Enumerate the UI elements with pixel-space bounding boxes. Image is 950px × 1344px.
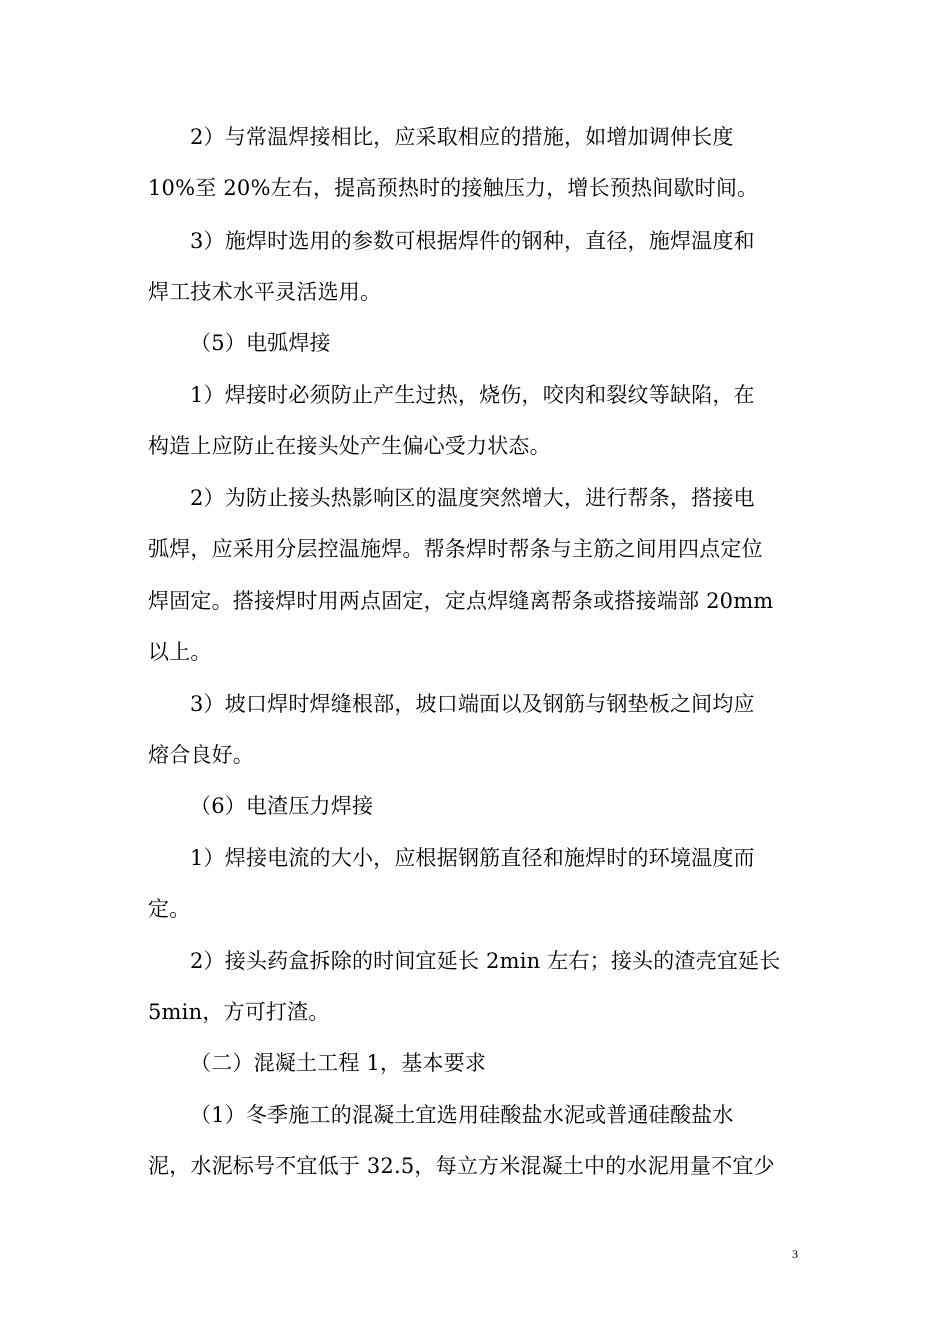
text-line-7: 构造上应防止在接头处产生偏心受力状态。 (148, 434, 551, 458)
text-line-20: （1）冬季施工的混凝土宜选用硅酸盐水泥或普通硅酸盐水 (190, 1103, 734, 1127)
text-line-1: 2）与常温焊接相比，应采取相应的措施，如增加调伸长度 (190, 125, 734, 149)
section-heading-electroslag: （6）电渣压力焊接 (190, 794, 374, 818)
text-line-9: 弧焊，应采用分层控温施焊。帮条焊时帮条与主筋之间用四点定位 (148, 537, 763, 561)
page-number: 3 (792, 1247, 798, 1261)
text-line-16: 定。 (148, 897, 191, 921)
text-line-2: 10%至 20%左右，提高预热时的接触压力，增长预热间歇时间。 (148, 176, 759, 200)
text-line-10: 焊固定。搭接焊时用两点固定，定点焊缝离帮条或搭接端部 20mm (148, 589, 774, 613)
text-line-11: 以上。 (148, 640, 212, 664)
text-line-3: 3）施焊时选用的参数可根据焊件的钢种，直径，施焊温度和 (190, 229, 755, 253)
text-line-6: 1）焊接时必须防止产生过热，烧伤，咬肉和裂纹等缺陷，在 (190, 383, 755, 407)
text-line-17: 2）接头药盒拆除的时间宜延长 2min 左右；接头的渣壳宜延长 (190, 949, 781, 973)
text-line-21: 泥，水泥标号不宜低于 32.5，每立方米混凝土中的水泥用量不宜少 (148, 1154, 775, 1178)
text-line-4: 焊工技术水平灵活选用。 (148, 280, 382, 304)
section-heading-concrete: （二）混凝土工程 1，基本要求 (190, 1051, 487, 1075)
text-line-15: 1）焊接电流的大小，应根据钢筋直径和施焊时的环境温度而 (190, 846, 755, 870)
section-heading-arc-welding: （5）电弧焊接 (190, 331, 331, 355)
text-line-12: 3）坡口焊时焊缝根部，坡口端面以及钢筋与钢垫板之间均应 (190, 692, 755, 716)
text-line-13: 熔合良好。 (148, 743, 254, 767)
text-line-8: 2）为防止接头热影响区的温度突然增大，进行帮条，搭接电 (190, 486, 755, 510)
text-line-18: 5min，方可打渣。 (148, 1000, 330, 1024)
